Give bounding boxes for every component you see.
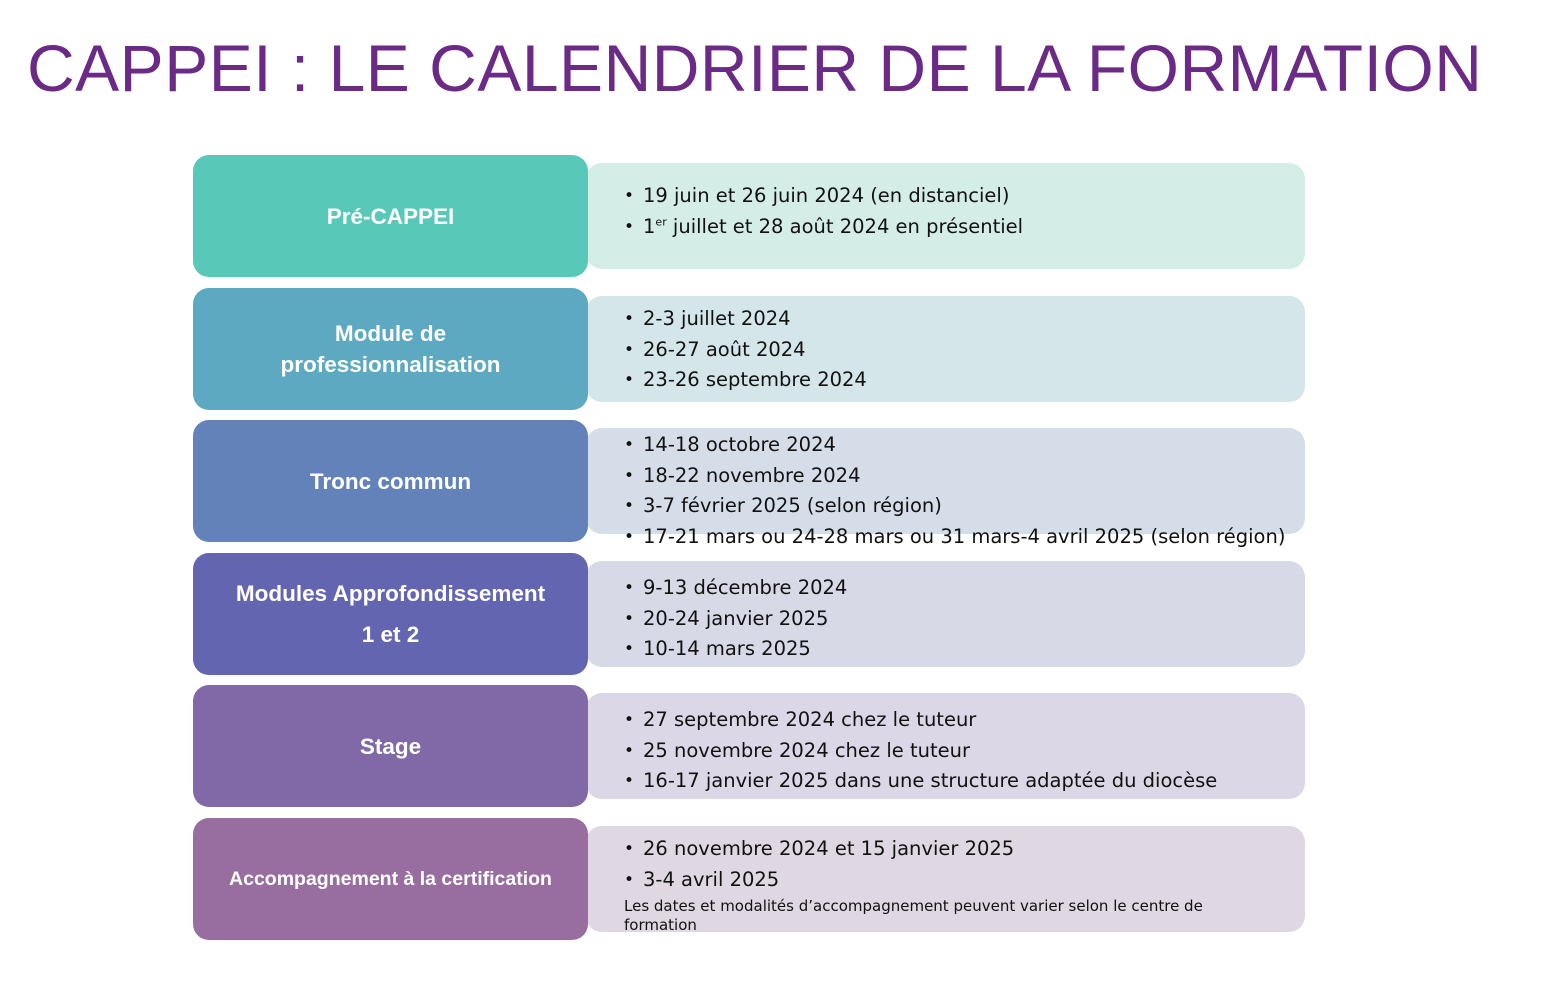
phase-label-line: professionnalisation: [280, 352, 501, 377]
phase-label-box: [193, 155, 588, 277]
phase-label-line: Pré-CAPPEI: [326, 203, 455, 229]
phase-label: [327, 201, 455, 232]
date-item: • 9-13 décembre 2024: [624, 573, 1305, 604]
date-item: • 18-22 novembre 2024: [624, 461, 1305, 492]
page-title: CAPPEI : LE CALENDRIER DE LA FORMATION: [27, 31, 1483, 105]
date-item: • 2-3 juillet 2024: [624, 304, 1305, 335]
dates-panel: [586, 561, 1305, 667]
phase-label: [310, 466, 471, 497]
dates-panel: [586, 428, 1305, 548]
dates-panel: [586, 693, 1305, 799]
dates-list: [624, 834, 1305, 895]
phase-label: [280, 318, 500, 380]
phase-label: [236, 573, 545, 655]
date-item: [624, 212, 1305, 243]
phase-label-line: Stage: [359, 733, 422, 759]
phase-label-box: [193, 818, 588, 940]
phase-label-line: Modules Approfondissement: [235, 581, 546, 606]
dates-list: [624, 705, 1305, 797]
date-item: • 25 novembre 2024 chez le tuteur: [624, 736, 1305, 767]
phase-label-line: Module de: [334, 321, 447, 346]
date-item: • 3-7 février 2025 (selon région): [624, 491, 1305, 522]
phase-label-line: 1 et 2: [361, 622, 420, 647]
date-item: • 27 septembre 2024 chez le tuteur: [624, 705, 1305, 736]
phase-label-line: Tronc commun: [309, 468, 472, 494]
date-item: • 26-27 août 2024: [624, 335, 1305, 366]
date-item-text: juillet et 28 août 2024 en présentiel: [666, 214, 1024, 238]
dates-list: [624, 573, 1305, 665]
dates-list: [624, 430, 1305, 552]
phase-label-box: [193, 288, 588, 410]
phase-label-box: [193, 420, 588, 542]
dates-note: Les dates et modalités d’accompagnement peuvent varier selon le centre de formation: [624, 897, 1203, 934]
calendar-row: [193, 818, 1305, 940]
date-item: • 20-24 janvier 2025: [624, 604, 1305, 635]
date-item: • 19 juin et 26 juin 2024 (en distanciel): [624, 181, 1305, 212]
date-item-number: 1: [643, 214, 656, 238]
date-item: • 26 novembre 2024 et 15 janvier 2025: [624, 834, 1305, 865]
dates-panel: [586, 296, 1305, 402]
phase-label: [229, 864, 552, 895]
phase-label-box: [193, 553, 588, 675]
dates-panel: [586, 163, 1305, 269]
date-item: • 23-26 septembre 2024: [624, 365, 1305, 396]
dates-list: [624, 304, 1305, 396]
phase-label-line: Accompagnement à la certification: [229, 867, 552, 890]
calendar-row: [193, 420, 1305, 548]
calendar-row: [193, 155, 1305, 277]
calendar-row: [193, 685, 1305, 807]
phase-label-box: [193, 685, 588, 807]
dates-panel: [586, 826, 1305, 932]
date-item: • 3-4 avril 2025: [624, 865, 1305, 896]
date-item: • 16-17 janvier 2025 dans une structure adaptée du diocèse: [624, 766, 1305, 797]
dates-list: [624, 181, 1305, 242]
phase-label: [360, 731, 421, 762]
date-item: • 10-14 mars 2025: [624, 634, 1305, 665]
calendar-row: [193, 553, 1305, 675]
calendar-row: [193, 288, 1305, 410]
date-item: • 14-18 octobre 2024: [624, 430, 1305, 461]
date-item: • 17-21 mars ou 24-28 mars ou 31 mars-4 avril 2025 (selon région): [624, 522, 1305, 553]
ordinal-superscript: er: [655, 215, 667, 228]
